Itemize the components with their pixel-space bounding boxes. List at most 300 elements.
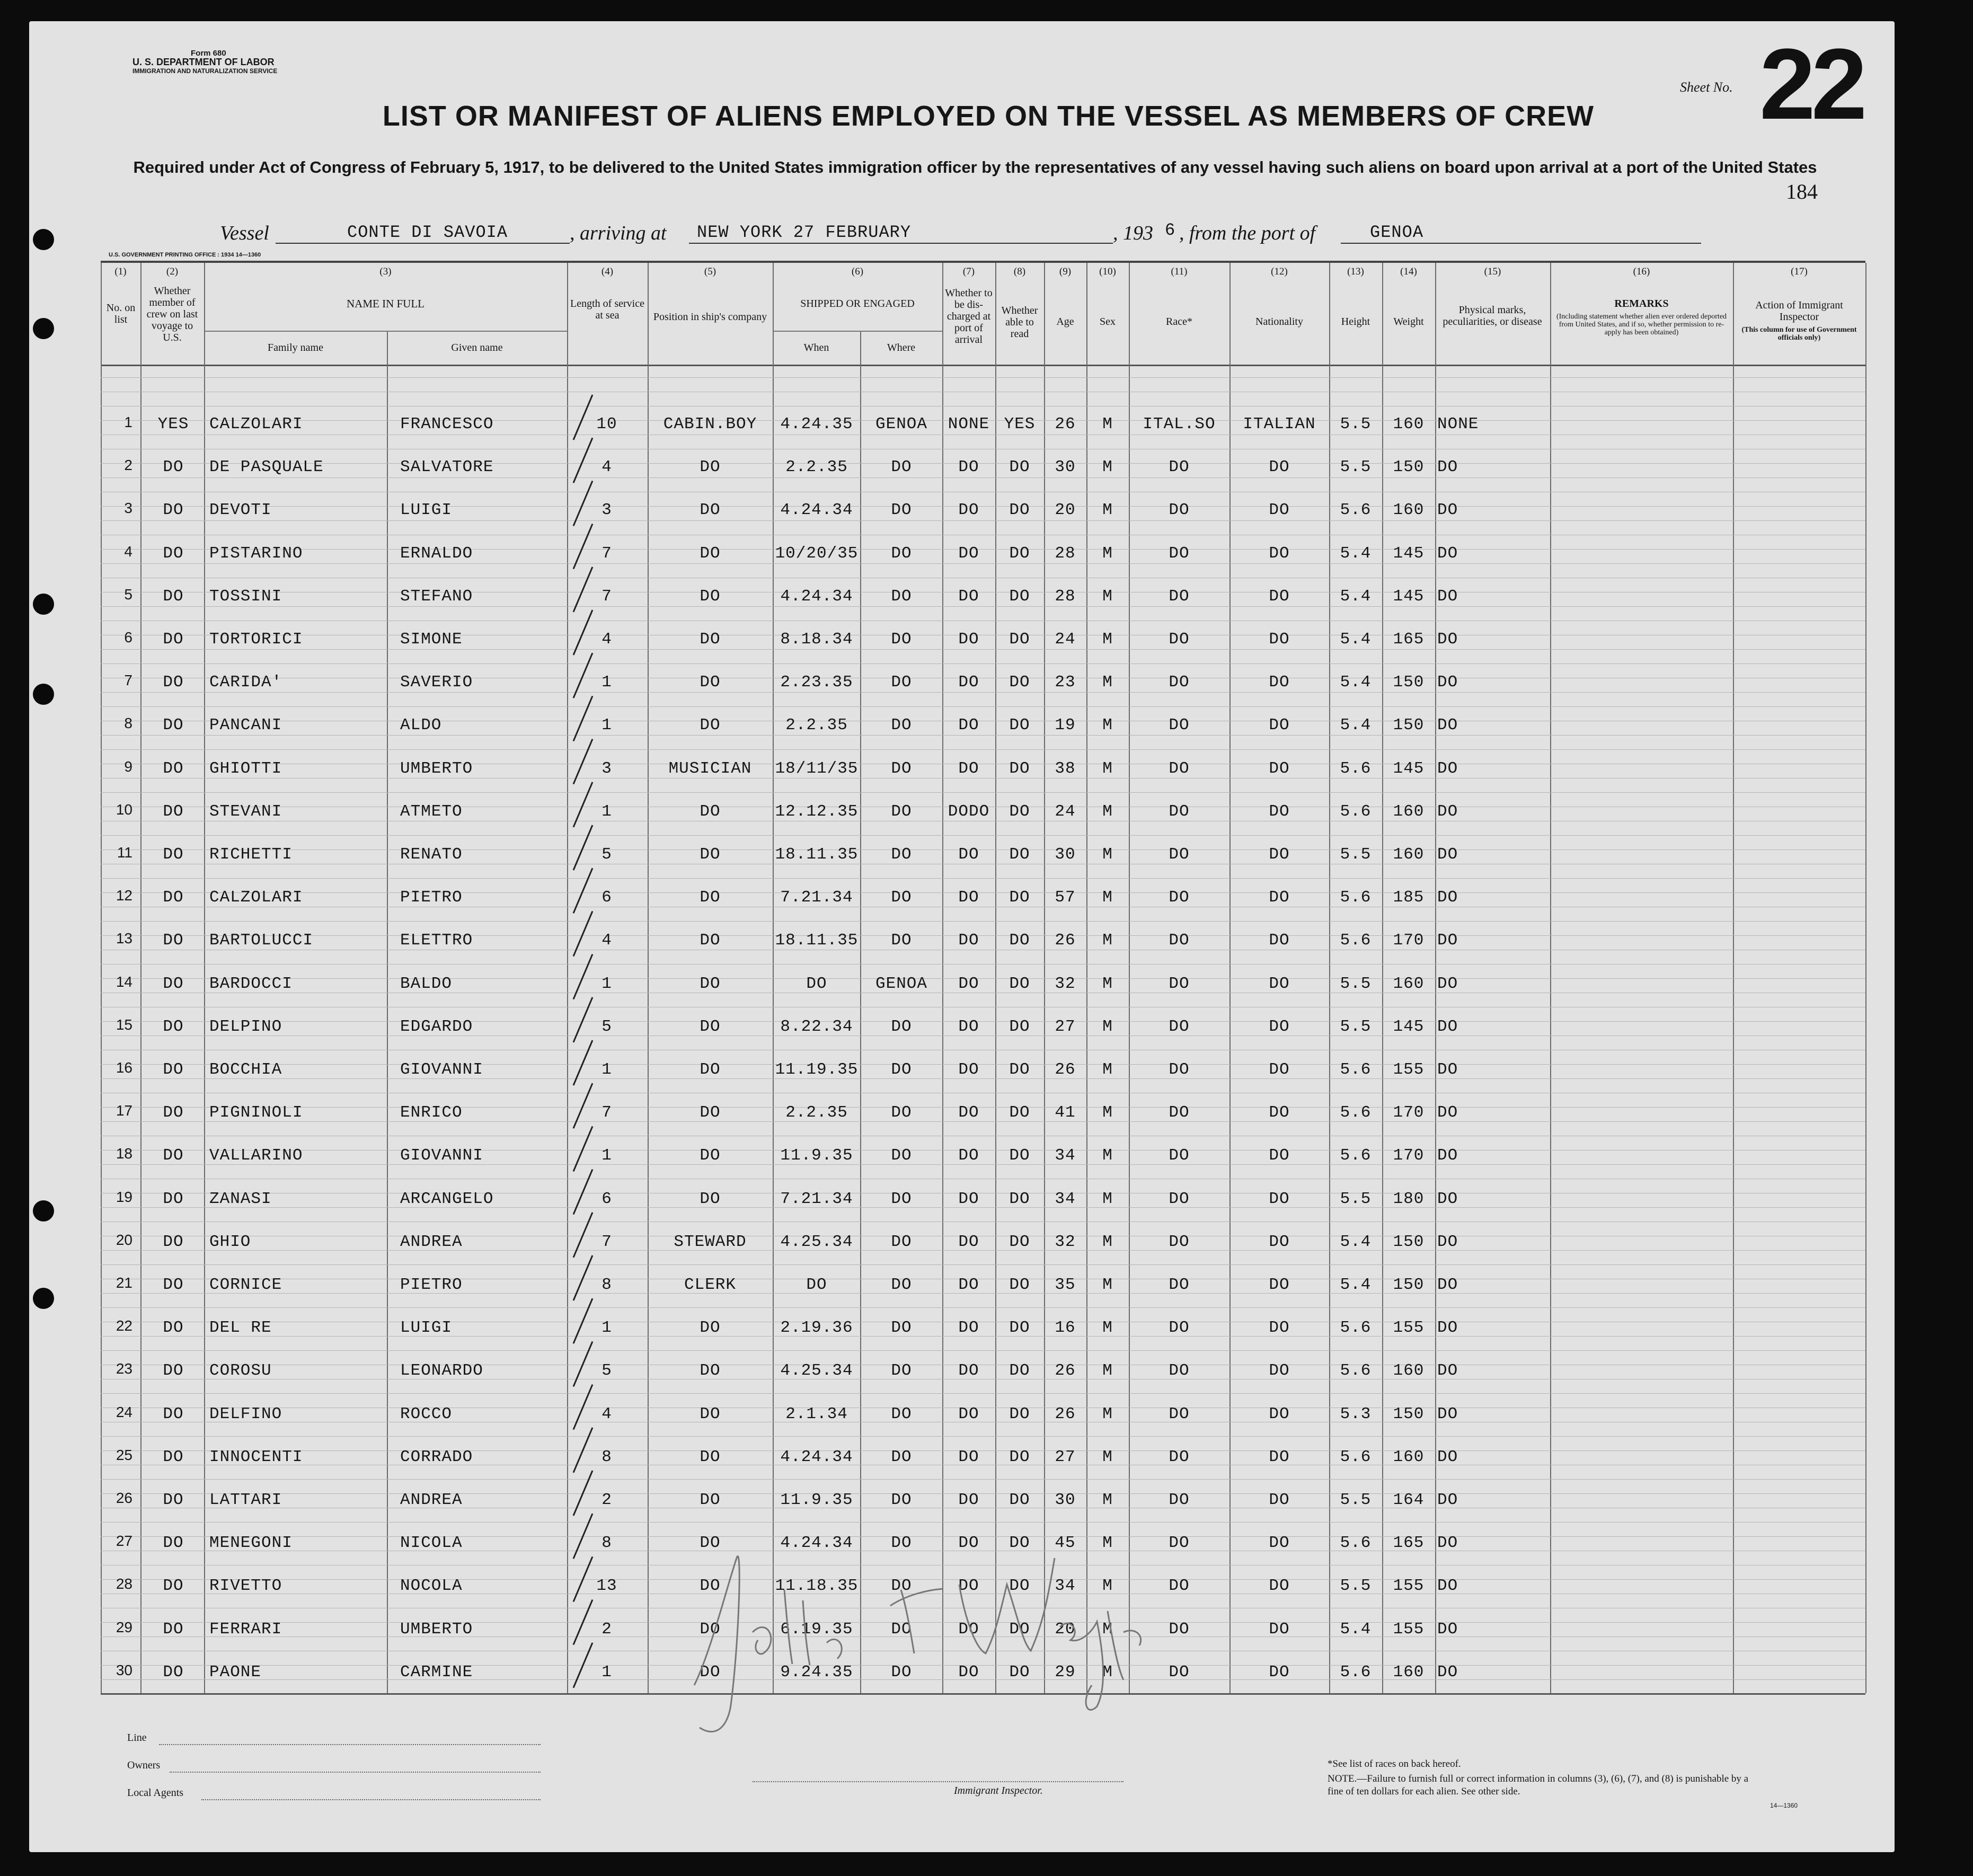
cell-race: DO [1169,1318,1190,1338]
cell-marks: DO [1437,1103,1458,1122]
row-number: 17 [116,1102,132,1119]
cell-height: 5.6 [1340,1534,1372,1553]
cell-position: DO [700,1491,721,1509]
cell-weight: 150 [1393,458,1425,477]
cell-member: DO [163,1534,184,1553]
cell-race: DO [1169,931,1190,950]
cell-family: GHIO [209,1232,251,1251]
header-age: Age [1056,316,1074,328]
cell-weight: 165 [1393,630,1425,649]
footer-agents-rule [201,1799,541,1800]
header-sex: Sex [1100,316,1116,328]
cell-family: RIVETTO [209,1577,282,1596]
cell-length: 6 [601,888,612,907]
cell-member: DO [163,974,184,993]
cell-position: STEWARD [674,1232,747,1251]
cell-family: TOSSINI [209,587,282,606]
cell-member: DO [163,931,184,950]
cell-member: DO [163,1447,184,1466]
cell-member: DO [163,1318,184,1338]
cell-discharged: DO [958,1620,979,1639]
cell-height: 5.6 [1340,1318,1372,1338]
cell-discharged: DO [958,1534,979,1553]
header-able-to-read: Whether able to read [1001,305,1038,340]
header-remarks: REMARKS [1614,298,1669,309]
cell-nationality: DO [1269,587,1290,606]
cell-weight: 170 [1393,1146,1425,1165]
year-digit: 6 [1165,220,1176,240]
cell-sex: M [1102,1318,1113,1338]
cell-position: DO [700,630,721,649]
cell-member: DO [163,458,184,477]
cell-race: DO [1169,1103,1190,1122]
cell-given: LUIGI [400,501,453,520]
cell-when: DO [806,1276,827,1294]
cell-member: DO [163,802,184,821]
cell-age: 57 [1055,888,1076,907]
header-remarks-note: (Including statement whether alien ever ordered deported from United States, and if so, whether permission to re-apply has been obtained) [1556,313,1727,337]
cell-age: 41 [1055,1103,1076,1122]
cell-race: DO [1169,845,1190,864]
cell-where: DO [891,544,912,563]
cell-position: DO [700,458,721,477]
cell-length: 3 [601,501,612,520]
penalty-note: NOTE.—Failure to furnish full or correct information in columns (3), (6), (7), and (8) is punishable by a fine of ten dollars for each alien. See other side. [1328,1773,1749,1797]
col-num-4: (4) [601,266,614,277]
cell-marks: DO [1437,458,1458,477]
cell-member: DO [163,1491,184,1509]
cell-family: DE PASQUALE [209,458,324,477]
cell-length: 4 [601,1404,612,1423]
cell-position: DO [700,1017,721,1036]
header-when: When [803,342,829,353]
cell-race: DO [1169,1060,1190,1079]
cell-height: 5.3 [1340,1404,1372,1423]
cell-length: 2 [601,1491,612,1509]
cell-where: DO [891,931,912,950]
vessel-label: Vessel [220,222,269,244]
cell-read: DO [1009,673,1030,692]
cell-weight: 145 [1393,1017,1425,1036]
cell-sex: M [1102,974,1113,993]
cell-discharged: DO [958,501,979,520]
cell-weight: 185 [1393,888,1425,907]
footer-line-rule [159,1744,541,1745]
tally-slash [573,1255,592,1300]
cell-race: DO [1169,1017,1190,1036]
cell-given: ARCANGELO [400,1189,494,1208]
cell-where: DO [891,673,912,692]
cell-sex: M [1102,1620,1113,1639]
col-num-5: (5) [704,266,716,277]
cell-where: DO [891,1534,912,1553]
col-num-14: (14) [1400,266,1417,277]
col-num-6: (6) [851,266,864,277]
cell-given: STEFANO [400,587,473,606]
cell-sex: M [1102,931,1113,950]
header-no-on-list: No. on list [106,302,136,325]
cell-marks: DO [1437,1491,1458,1509]
cell-age: 27 [1055,1447,1076,1466]
cell-where: DO [891,1361,912,1381]
cell-sex: M [1102,544,1113,563]
header-physical-marks: Physical marks, peculiarities, or disease [1443,304,1542,328]
cell-discharged: DO [958,1017,979,1036]
cell-discharged: DODO [948,802,990,821]
cell-race: ITAL.SO [1143,415,1216,433]
cell-length: 1 [601,1060,612,1079]
header-action-note: (This column for use of Government officials only) [1741,326,1857,342]
cell-family: CALZOLARI [209,415,303,433]
cell-member: DO [163,544,184,563]
cell-when: 2.2.35 [785,458,848,477]
cell-race: DO [1169,544,1190,563]
col-num-7: (7) [962,266,975,277]
cell-length: 5 [601,845,612,864]
cell-where: DO [891,501,912,520]
row-number: 25 [116,1446,132,1463]
cell-where: DO [891,1060,912,1079]
cell-sex: M [1102,1060,1113,1079]
cell-nationality: DO [1269,458,1290,477]
cell-when: DO [806,974,827,993]
cell-position: DO [700,1189,721,1208]
cell-weight: 160 [1393,415,1425,433]
cell-marks: DO [1437,630,1458,649]
cell-weight: 155 [1393,1318,1425,1338]
cell-age: 24 [1055,630,1076,649]
cell-family: CORNICE [209,1276,282,1294]
cell-height: 5.6 [1340,501,1372,520]
cell-nationality: DO [1269,1491,1290,1509]
header-where: Where [887,342,916,353]
tally-slash [573,1385,592,1430]
cell-family: LATTARI [209,1491,282,1509]
cell-sex: M [1102,630,1113,649]
cell-given: BALDO [400,974,453,993]
cell-sex: M [1102,1232,1113,1251]
cell-position: CABIN.BOY [663,415,757,433]
cell-sex: M [1102,587,1113,606]
cell-age: 32 [1055,974,1076,993]
col-num-3: (3) [379,266,392,277]
cell-where: DO [891,1103,912,1122]
cell-given: ROCCO [400,1404,453,1423]
header-member: Whether member of crew on last voyage to U.S. [146,285,198,343]
col-num-12: (12) [1271,266,1288,277]
tally-slash [573,997,592,1042]
cell-race: DO [1169,888,1190,907]
cell-position: DO [700,1318,721,1338]
cell-marks: DO [1437,974,1458,993]
cell-given: ATMETO [400,802,463,821]
tally-slash [573,1083,592,1128]
footer-agents-label: Local Agents [127,1787,184,1799]
tally-slash [573,438,592,483]
tally-slash [573,1126,592,1171]
cell-sex: M [1102,1447,1113,1466]
sheet-label: Sheet No. [1680,79,1733,95]
cell-member: DO [163,1361,184,1381]
tally-slash [573,739,592,784]
col-num-10: (10) [1099,266,1116,277]
cell-given: ENRICO [400,1103,463,1122]
cell-nationality: DO [1269,1447,1290,1466]
cell-position: DO [700,1404,721,1423]
cell-family: FERRARI [209,1620,282,1639]
cell-when: 7.21.34 [780,1189,853,1208]
cell-length: 7 [601,587,612,606]
cell-length: 1 [601,673,612,692]
cell-age: 34 [1055,1146,1076,1165]
cell-height: 5.6 [1340,1103,1372,1122]
inspector-label: Immigrant Inspector. [954,1785,1043,1797]
cell-nationality: DO [1269,888,1290,907]
cell-when: 4.24.35 [780,415,853,433]
cell-when: 2.2.35 [785,716,848,735]
cell-discharged: DO [958,630,979,649]
cell-sex: M [1102,458,1113,477]
cell-age: 28 [1055,587,1076,606]
cell-height: 5.5 [1340,415,1372,433]
cell-race: DO [1169,587,1190,606]
cell-read: DO [1009,630,1030,649]
cell-position: DO [700,544,721,563]
cell-where: DO [891,1146,912,1165]
tally-slash [573,1428,592,1473]
cell-nationality: DO [1269,1577,1290,1596]
cell-read: DO [1009,845,1030,864]
col-num-11: (11) [1171,266,1188,277]
cell-marks: DO [1437,1318,1458,1338]
cell-family: PIGNINOLI [209,1103,303,1122]
row-number: 2 [124,457,132,474]
cell-when: 2.23.35 [780,673,853,692]
cell-marks: DO [1437,1447,1458,1466]
cell-member: DO [163,1404,184,1423]
port-name: GENOA [1370,223,1424,242]
cell-sex: M [1102,1577,1113,1596]
cell-weight: 145 [1393,759,1425,778]
tally-slash [573,696,592,741]
cell-race: DO [1169,1146,1190,1165]
cell-position: DO [700,587,721,606]
cell-length: 1 [601,1318,612,1338]
cell-marks: DO [1437,501,1458,520]
cell-nationality: DO [1269,1232,1290,1251]
cell-given: ERNALDO [400,544,473,563]
row-number: 20 [116,1231,132,1248]
cell-read: DO [1009,888,1030,907]
cell-age: 34 [1055,1189,1076,1208]
row-number: 12 [116,887,132,904]
cell-position: DO [700,1577,721,1596]
cell-discharged: DO [958,1276,979,1294]
cell-when: 4.24.34 [780,501,853,520]
row-number: 22 [116,1317,132,1334]
cell-weight: 170 [1393,931,1425,950]
cell-family: INNOCENTI [209,1447,303,1466]
cell-given: UMBERTO [400,1620,473,1639]
cell-height: 5.4 [1340,630,1372,649]
cell-height: 5.5 [1340,974,1372,993]
header-race: Race* [1166,316,1192,328]
cell-member: DO [163,716,184,735]
cell-length: 7 [601,1103,612,1122]
cell-family: PISTARINO [209,544,303,563]
cell-discharged: DO [958,888,979,907]
cell-sex: M [1102,1404,1113,1423]
cell-marks: DO [1437,1146,1458,1165]
cell-length: 1 [601,716,612,735]
service-name: IMMIGRATION AND NATURALIZATION SERVICE [132,67,278,75]
cell-read: DO [1009,1577,1030,1596]
cell-discharged: DO [958,716,979,735]
cell-member: DO [163,630,184,649]
cell-height: 5.5 [1340,458,1372,477]
header-length-service: Length of service at sea [570,298,644,321]
cell-where: DO [891,1318,912,1338]
cell-where: DO [891,1662,912,1682]
cell-nationality: DO [1269,1404,1290,1423]
cell-discharged: DO [958,544,979,563]
cell-nationality: DO [1269,1534,1290,1553]
cell-nationality: DO [1269,1620,1290,1639]
cell-position: DO [700,1103,721,1122]
cell-nationality: DO [1269,931,1290,950]
cell-length: 8 [601,1534,612,1553]
row-number: 13 [116,930,132,947]
footer-owners-label: Owners [127,1759,161,1771]
cell-marks: DO [1437,1534,1458,1553]
cell-race: DO [1169,630,1190,649]
cell-member: DO [163,1060,184,1079]
cell-length: 13 [596,1577,617,1596]
cell-where: DO [891,587,912,606]
cell-weight: 160 [1393,1447,1425,1466]
cell-height: 5.4 [1340,1276,1372,1294]
cell-sex: M [1102,759,1113,778]
cell-member: DO [163,845,184,864]
cell-marks: DO [1437,1404,1458,1423]
cell-nationality: ITALIAN [1243,415,1316,433]
cell-height: 5.4 [1340,1232,1372,1251]
cell-family: GHIOTTI [209,759,282,778]
cell-given: NOCOLA [400,1577,463,1596]
port-label: , from the port of [1179,222,1316,244]
cell-read: DO [1009,759,1030,778]
header-name-in-full: NAME IN FULL [347,297,424,310]
inspector-signature [678,1526,1187,1749]
row-number: 30 [116,1661,132,1678]
tally-slash [573,1040,592,1085]
row-number: 26 [116,1490,132,1506]
cell-sex: M [1102,1662,1113,1682]
cell-marks: DO [1437,1060,1458,1079]
tally-slash [573,653,592,698]
row-number: 9 [124,758,132,775]
row-number: 1 [124,414,132,430]
cell-given: LEONARDO [400,1361,483,1381]
cell-height: 5.5 [1340,1189,1372,1208]
cell-member: DO [163,587,184,606]
cell-age: 34 [1055,1577,1076,1596]
cell-marks: DO [1437,716,1458,735]
cell-position: DO [700,974,721,993]
cell-member: DO [163,1276,184,1294]
cell-length: 4 [601,931,612,950]
form-number: Form 680 [191,49,226,58]
cell-member: YES [157,415,189,433]
cell-position: MUSICIAN [668,759,752,778]
cell-position: DO [700,1534,721,1553]
cell-sex: M [1102,1276,1113,1294]
cell-age: 38 [1055,759,1076,778]
tally-slash [573,1600,592,1645]
cell-given: FRANCESCO [400,415,494,433]
cell-when: 2.2.35 [785,1103,848,1122]
cell-given: NICOLA [400,1534,463,1553]
cell-marks: DO [1437,673,1458,692]
cell-height: 5.6 [1340,802,1372,821]
cell-age: 30 [1055,1491,1076,1509]
cell-sex: M [1102,845,1113,864]
cell-age: 26 [1055,1404,1076,1423]
cell-race: DO [1169,501,1190,520]
cell-read: YES [1004,415,1036,433]
col-num-9: (9) [1059,266,1072,277]
cell-where: GENOA [875,415,927,433]
cell-given: RENATO [400,845,463,864]
cell-discharged: DO [958,1662,979,1682]
cell-given: SIMONE [400,630,463,649]
races-note: *See list of races on back hereof. [1328,1758,1461,1769]
cell-weight: 155 [1393,1620,1425,1639]
cell-where: DO [891,1189,912,1208]
cell-race: DO [1169,1232,1190,1251]
cell-length: 2 [601,1620,612,1639]
cell-nationality: DO [1269,501,1290,520]
row-number: 21 [116,1275,132,1291]
cell-height: 5.5 [1340,1577,1372,1596]
cell-read: DO [1009,802,1030,821]
cell-when: 9.24.35 [780,1662,853,1682]
cell-race: DO [1169,1189,1190,1208]
cell-where: DO [891,1491,912,1509]
cell-discharged: DO [958,1146,979,1165]
header-discharged: Whether to be dis-charged at port of arrival [945,287,993,346]
row-number: 5 [124,586,132,603]
cell-member: DO [163,1662,184,1682]
cell-length: 1 [601,1662,612,1682]
row-number: 18 [116,1145,132,1162]
cell-given: SAVERIO [400,673,473,692]
cell-age: 19 [1055,716,1076,735]
cell-given: EDGARDO [400,1017,473,1036]
cell-family: MENEGONI [209,1534,293,1553]
cell-discharged: DO [958,1491,979,1509]
cell-position: DO [700,1620,721,1639]
cell-race: DO [1169,1447,1190,1466]
cell-marks: DO [1437,1577,1458,1596]
cell-sex: M [1102,1361,1113,1381]
cell-height: 5.6 [1340,1361,1372,1381]
cell-when: 11.9.35 [780,1491,853,1509]
cell-sex: M [1102,1103,1113,1122]
cell-length: 6 [601,1189,612,1208]
cell-when: 7.21.34 [780,888,853,907]
row-number: 28 [116,1576,132,1592]
